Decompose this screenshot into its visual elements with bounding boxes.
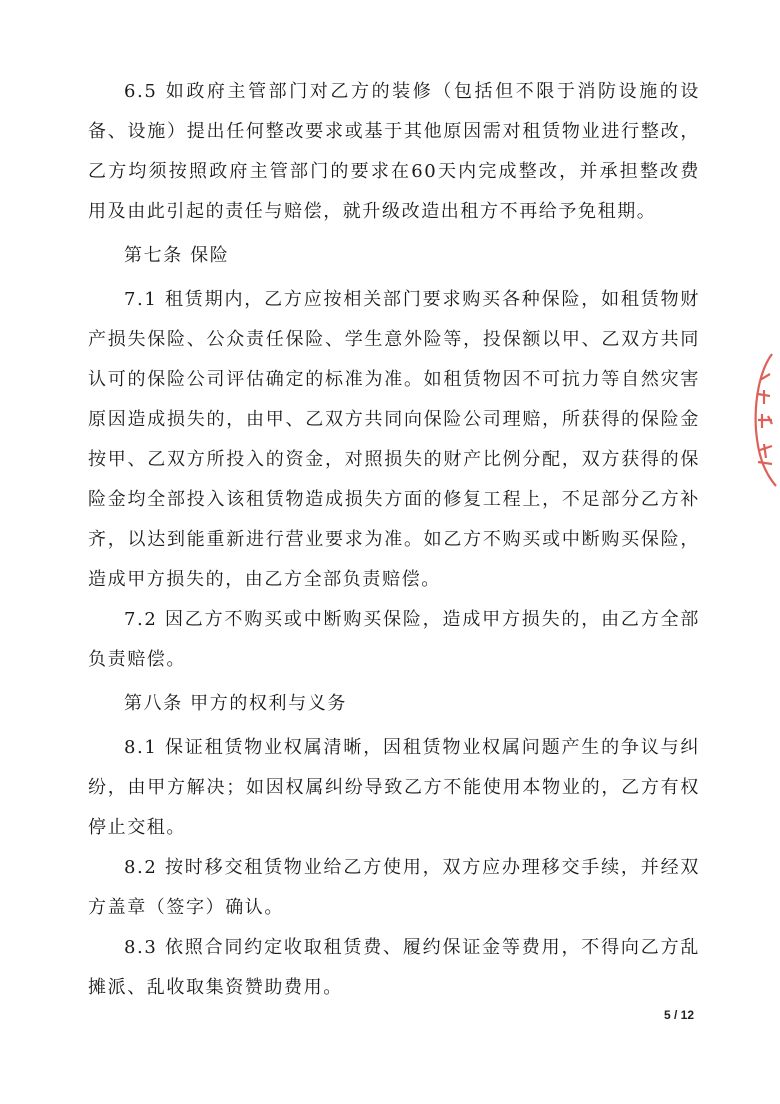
document-body bbox=[88, 72, 700, 1008]
paragraph-8-3: 8.3 依照合同约定收取租赁费、履约保证金等费用，不得向乙方乱摊派、乱收取集资赞助费用。 bbox=[88, 937, 700, 998]
paragraph-6-5: 6.5 如政府主管部门对乙方的装修（包括但不限于消防设施的设备、设施）提出任何整改要求或基于其他原因需对租赁物业进行整改，乙方均须按照政府主管部门的要求在60天内完成整改，并承担整改费用及由此引起的责任与赔偿，就升级改造出租方不再给予免租期。 bbox=[88, 81, 700, 222]
paragraph-7-2: 7.2 因乙方不购买或中断购买保险，造成甲方损失的，由乙方全部负责赔偿。 bbox=[88, 609, 700, 670]
paragraph-8-2: 8.2 按时移交租赁物业给乙方使用，双方应办理移交手续，并经双方盖章（签字）确认。 bbox=[88, 857, 700, 918]
section-heading-8: 第八条 甲方的权利与义务 bbox=[124, 693, 347, 714]
page-number: 5 / 12 bbox=[663, 1008, 694, 1022]
paragraph-8-1: 8.1 保证租赁物业权属清晰，因租赁物业权属问题产生的争议与纠纷，由甲方解决；如因权属纠纷导致乙方不能使用本物业的，乙方有权停止交租。 bbox=[88, 737, 700, 838]
paragraph-7-1: 7.1 租赁期内，乙方应按相关部门要求购买各种保险，如租赁物财产损失保险、公众责任保险、学生意外险等，投保额以甲、乙双方共同认可的保险公司评估确定的标准为准。如租赁物因不可抗力等自然灾害原因造成损失的，由甲、乙双方共同向保险公司理赔，所获得的保险金按甲、乙双方所投入的资金，对照损失的财产比例分配，双方获得的保险金均全部投入该租赁物造成损失方面的修复工程上，不足部分乙方补齐，以达到能重新进行营业要求为准。如乙方不购买或中断购买保险，造成甲方损失的，由乙方全部负责赔偿。 bbox=[88, 289, 700, 590]
section-heading-7: 第七条 保险 bbox=[124, 245, 230, 266]
seal-stamp-edge-icon bbox=[746, 350, 780, 490]
